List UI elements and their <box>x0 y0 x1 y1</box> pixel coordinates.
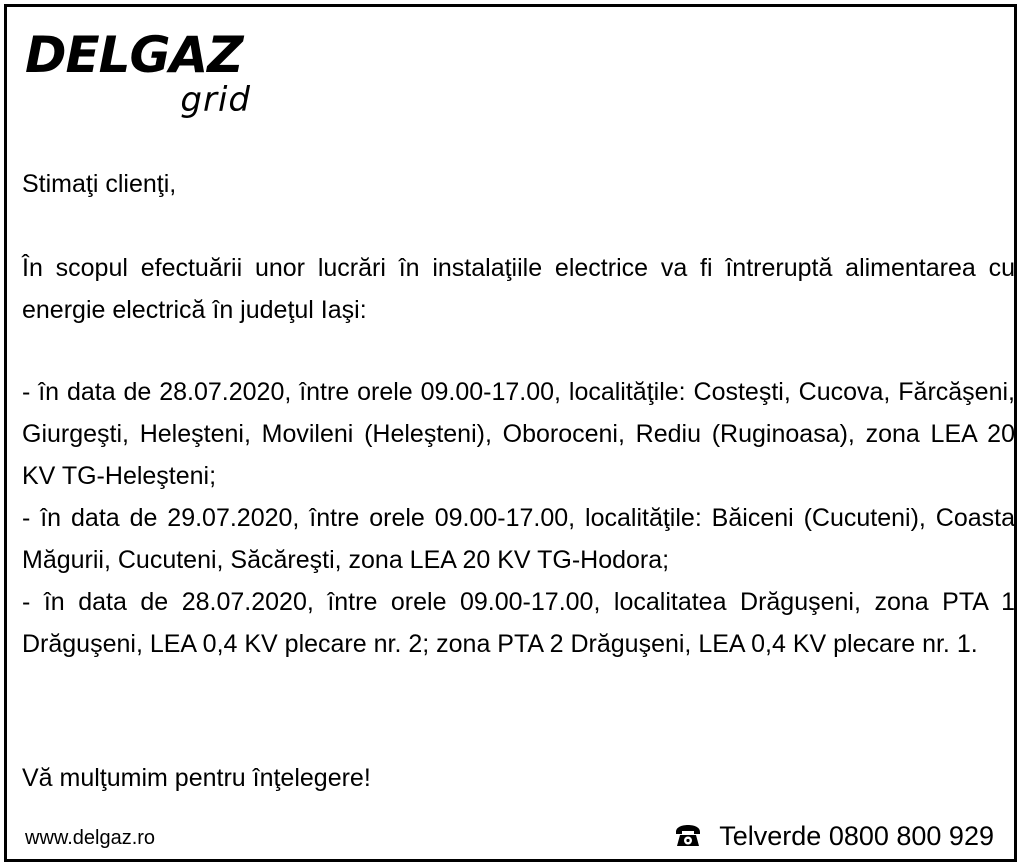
hotline <box>673 819 994 853</box>
logo-wordmark: DELGAZ <box>25 26 243 84</box>
closing-line: Vă mulţumim pentru înţelegere! <box>22 764 371 792</box>
outage-item-1: - în data de 28.07.2020, între orele 09.00-17.00, localităţile: Costeşti, Cucova, Fărcăşeni, Giurgeşti, Heleşteni, Movileni (Heleşteni), Oboroceni, Rediu (Ruginoasa), zona LEA 20 KV TG-Heleşteni; <box>22 378 1015 490</box>
outage-item-2: - în data de 29.07.2020, între orele 09.00-17.00, localităţile: Băiceni (Cucuteni), Coasta Măgurii, Cucuteni, Săcăreşti, zona LEA 20 KV TG-Hodora; <box>22 504 1015 574</box>
greeting: Stimaţi clienţi, <box>22 170 177 198</box>
delgaz-grid-logo <box>25 26 265 123</box>
telephone-icon <box>673 823 703 849</box>
outage-item-3: - în data de 28.07.2020, între orele 09.00-17.00, localitatea Drăguşeni, zona PTA 1 Drăguşeni, LEA 0,4 KV plecare nr. 2; zona PTA 2 Drăguşeni, LEA 0,4 KV plecare nr. 1. <box>22 588 1015 658</box>
logo-subtitle: grid <box>180 80 251 120</box>
intro-paragraph: În scopul efectuării unor lucrări în instalaţiile electrice va fi întreruptă alimentarea cu energie electrică în judeţul Iaşi: <box>22 254 1015 324</box>
website-link[interactable]: www.delgaz.ro <box>25 827 156 849</box>
hotline-number[interactable]: Telverde 0800 800 929 <box>719 821 994 851</box>
notice-frame <box>4 4 1017 862</box>
